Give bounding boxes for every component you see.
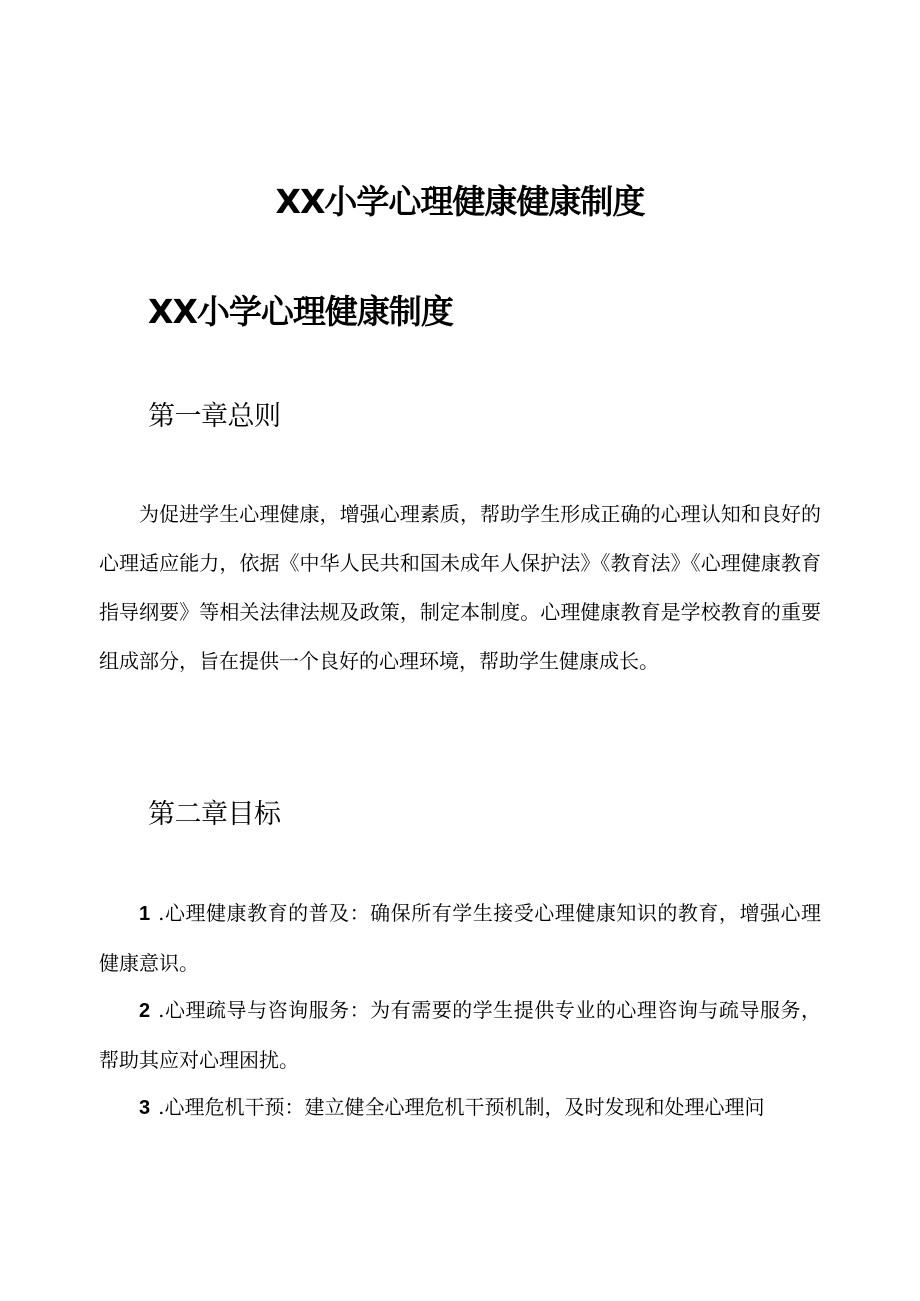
list-item-number: 1 xyxy=(139,903,151,925)
chapter-1-heading: 第一章总则 xyxy=(148,401,281,432)
document-subtitle: XX小学心理健康制度 xyxy=(148,292,453,331)
list-item-number: 3 xyxy=(139,1097,151,1119)
list-item-text: .心理危机干预：建立健全心理危机干预机制，及时发现和处理心理问 xyxy=(158,1095,765,1119)
list-item xyxy=(99,1083,821,1133)
list-item-text: .心理健康教育的普及：确保所有学生接受心理健康知识的教育，增强心理健康意识。 xyxy=(99,901,821,975)
list-item-number: 2 xyxy=(139,1000,151,1022)
document-title: XX小学心理健康健康制度 xyxy=(275,182,645,221)
list-item xyxy=(99,986,821,1085)
list-item-text: .心理疏导与咨询服务：为有需要的学生提供专业的心理咨询与疏导服务，帮助其应对心理困扰。 xyxy=(99,998,821,1072)
chapter-2-heading: 第二章目标 xyxy=(148,799,281,830)
chapter-1-paragraph: 为促进学生心理健康，增强心理素质，帮助学生形成正确的心理认知和良好的心理适应能力，依据《中华人民共和国未成年人保护法》《教育法》《心理健康教育指导纲要》等相关法律法规及政策，制定本制度。心理健康教育是学校教育的重要组成部分，旨在提供一个良好的心理环境，帮助学生健康成长。 xyxy=(99,502,821,673)
list-item xyxy=(99,889,821,988)
